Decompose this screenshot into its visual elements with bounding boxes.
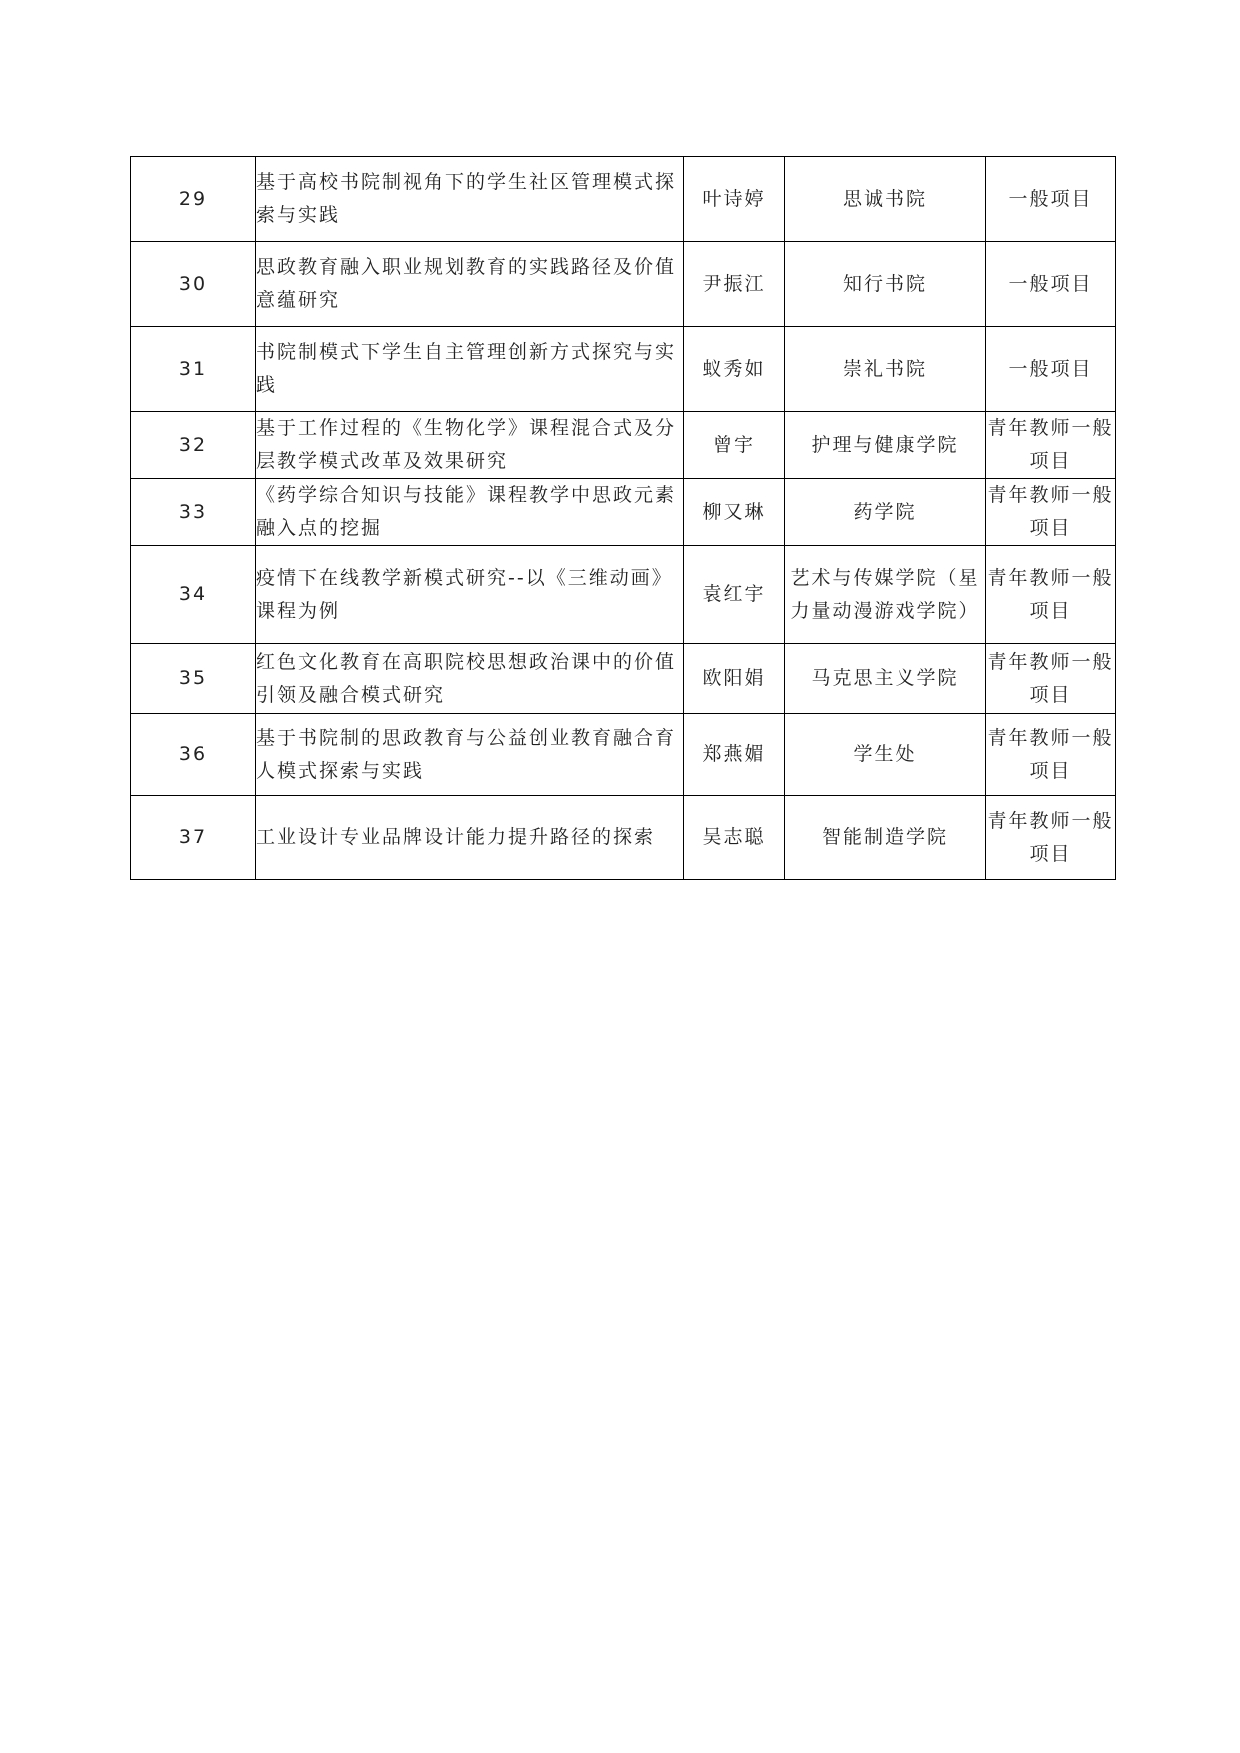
table-row xyxy=(131,796,1116,880)
project-title: 工业设计专业品牌设计能力提升路径的探索 xyxy=(256,796,684,880)
project-unit: 护理与健康学院 xyxy=(785,412,986,479)
project-title: 思政教育融入职业规划教育的实践路径及价值意蕴研究 xyxy=(256,242,684,327)
project-category: 一般项目 xyxy=(986,242,1116,327)
table-row xyxy=(131,327,1116,412)
project-leader: 曾宇 xyxy=(684,412,785,479)
project-title: 疫情下在线教学新模式研究--以《三维动画》课程为例 xyxy=(256,546,684,644)
project-category: 一般项目 xyxy=(986,157,1116,242)
row-number: 37 xyxy=(131,796,256,880)
project-title: 《药学综合知识与技能》课程教学中思政元素融入点的挖掘 xyxy=(256,479,684,546)
project-leader: 叶诗婷 xyxy=(684,157,785,242)
row-number: 33 xyxy=(131,479,256,546)
project-unit: 思诚书院 xyxy=(785,157,986,242)
project-unit: 马克思主义学院 xyxy=(785,644,986,714)
project-title: 红色文化教育在高职院校思想政治课中的价值引领及融合模式研究 xyxy=(256,644,684,714)
row-number: 36 xyxy=(131,714,256,796)
row-number: 32 xyxy=(131,412,256,479)
table-row xyxy=(131,714,1116,796)
table-row xyxy=(131,479,1116,546)
project-leader: 袁红宇 xyxy=(684,546,785,644)
project-unit: 药学院 xyxy=(785,479,986,546)
project-unit: 艺术与传媒学院（星力量动漫游戏学院） xyxy=(785,546,986,644)
table-row xyxy=(131,546,1116,644)
project-title: 基于书院制的思政教育与公益创业教育融合育人模式探索与实践 xyxy=(256,714,684,796)
project-table xyxy=(130,156,1116,880)
table-row xyxy=(131,242,1116,327)
project-leader: 郑燕媚 xyxy=(684,714,785,796)
project-category: 一般项目 xyxy=(986,327,1116,412)
project-unit: 知行书院 xyxy=(785,242,986,327)
project-category: 青年教师一般项目 xyxy=(986,714,1116,796)
project-category: 青年教师一般项目 xyxy=(986,412,1116,479)
project-title: 基于高校书院制视角下的学生社区管理模式探索与实践 xyxy=(256,157,684,242)
row-number: 31 xyxy=(131,327,256,412)
table-row xyxy=(131,644,1116,714)
project-unit: 学生处 xyxy=(785,714,986,796)
project-leader: 尹振江 xyxy=(684,242,785,327)
project-leader: 欧阳娟 xyxy=(684,644,785,714)
row-number: 30 xyxy=(131,242,256,327)
row-number: 35 xyxy=(131,644,256,714)
table-row xyxy=(131,157,1116,242)
row-number: 29 xyxy=(131,157,256,242)
project-leader: 柳又琳 xyxy=(684,479,785,546)
project-title: 书院制模式下学生自主管理创新方式探究与实践 xyxy=(256,327,684,412)
row-number: 34 xyxy=(131,546,256,644)
project-category: 青年教师一般项目 xyxy=(986,546,1116,644)
project-title: 基于工作过程的《生物化学》课程混合式及分层教学模式改革及效果研究 xyxy=(256,412,684,479)
project-unit: 崇礼书院 xyxy=(785,327,986,412)
project-category: 青年教师一般项目 xyxy=(986,644,1116,714)
project-unit: 智能制造学院 xyxy=(785,796,986,880)
project-category: 青年教师一般项目 xyxy=(986,479,1116,546)
project-leader: 吴志聪 xyxy=(684,796,785,880)
project-category: 青年教师一般项目 xyxy=(986,796,1116,880)
project-leader: 蚁秀如 xyxy=(684,327,785,412)
table-row xyxy=(131,412,1116,479)
